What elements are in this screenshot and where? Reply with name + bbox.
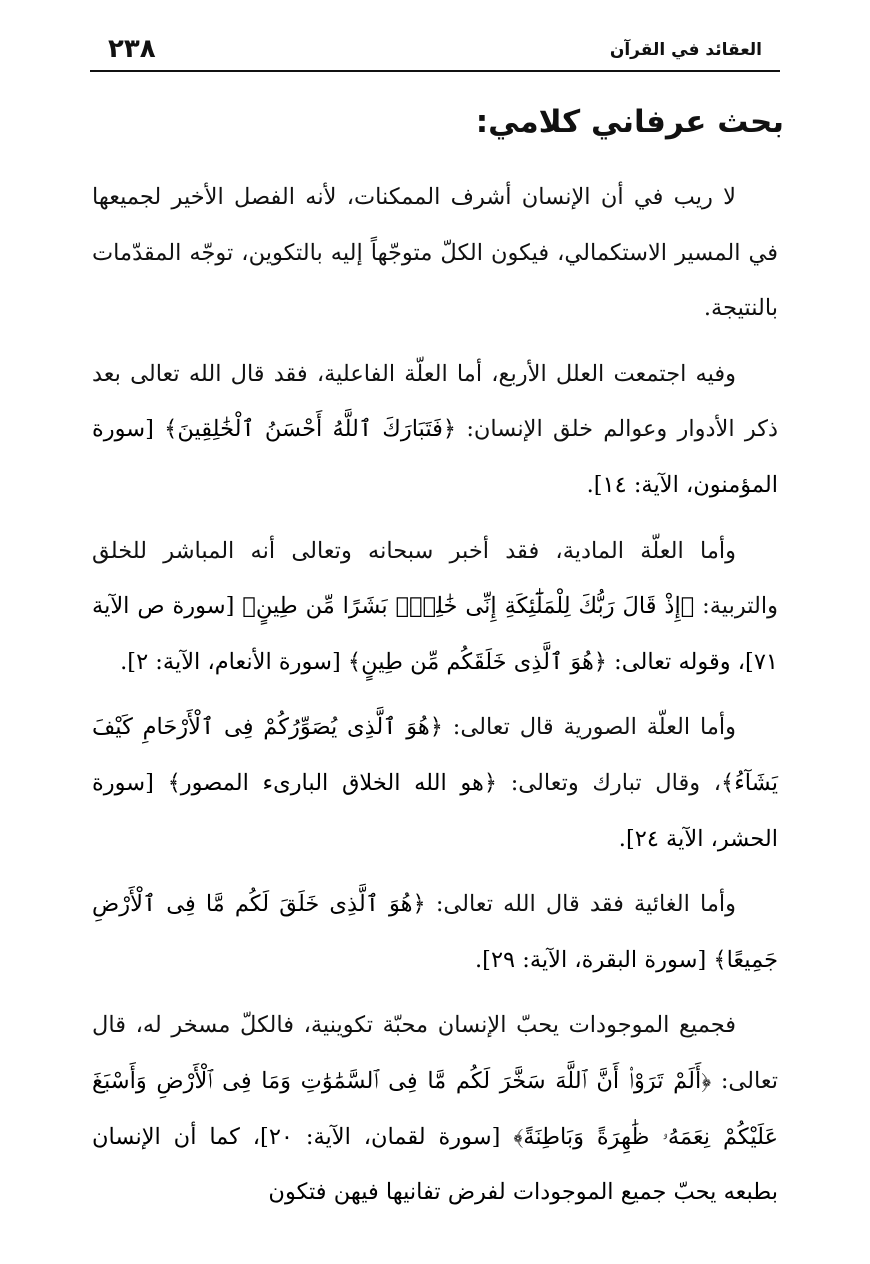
paragraph-text: ، وقال تبارك وتعالى: (510, 769, 722, 796)
paragraph-text: فجميع الموجودات يحبّ الإنسان محبّة تكوينية، فالكلّ مسخر له، قال تعالى: (92, 1012, 778, 1094)
running-title: العقائد في القرآن (609, 40, 762, 60)
quran-verse: ﴿هو الله الخلاق البارىء المصور﴾ (167, 769, 498, 796)
quran-verse: ﴿هُوَ ٱلَّذِى خَلَقَكُم مِّن طِينٍ﴾ (347, 648, 607, 675)
paragraph-6 (92, 998, 778, 1220)
paragraph-5 (92, 877, 778, 988)
quran-verse: ﴿فَتَبَارَكَ ٱللَّهُ أَحْسَنُ ٱلْخَٰلِقِينَ﴾ (164, 416, 457, 443)
paragraph-text: وفيه اجتمعت العلل الأربع، أما العلّة الفاعلية، فقد قال الله تعالى بعد ذكر الأدوار وعوالم خلق الإنسان: (92, 360, 779, 443)
paragraph-4 (92, 700, 778, 867)
quran-verse: ﴿هُوَ ٱلَّذِى يُصَوِّرُكُمْ فِى ٱلْأَرْحَامِ كَيْفَ يَشَآءُ﴾ (92, 714, 778, 796)
paragraph-2 (92, 347, 778, 514)
verse-reference: [سورة الحشر، الآية ٢٤]. (92, 769, 778, 852)
quran-verse: ﴿إِذْ قَالَ رَبُّكَ لِلْمَلَٰٓئِكَةِ إِنِّى خَٰلِقٌۢ بَشَرًا مِّن طِينٍ﴾ (242, 593, 695, 620)
paragraph-text: وأما الغائية فقد قال الله تعالى: (435, 891, 737, 918)
body-text (92, 170, 778, 1231)
verse-reference: [سورة البقرة، الآية: ٢٩]. (475, 946, 707, 973)
verse-reference: [سورة الأنعام، الآية: ٢]. (120, 648, 341, 675)
paragraph-text: وأما العلّة المادية، فقد أخبر سبحانه وتعالى أنه المباشر للخلق والتربية: (92, 537, 779, 620)
page-number: ٢٣٨ (108, 34, 156, 64)
section-heading: بحث عرفاني كلامي: (475, 104, 784, 140)
verse-reference: [سورة المؤمنون، الآية: ١٤]. (92, 416, 778, 498)
quran-verse: ﴿أَلَمْ تَرَوْا۟ أَنَّ ٱللَّهَ سَخَّرَ لَكُم مَّا فِى ٱلسَّمَٰوَٰتِ وَمَا فِى ٱلْأَرْضِ وَأَسْبَغَ عَلَيْكُمْ نِعَمَهُۥ ظَٰهِرَةً وَبَاطِنَةً﴾ (92, 1067, 779, 1150)
paragraph-1: لا ريب في أن الإنسان أشرف الممكنات، لأنه الفصل الأخير لجميعها في المسير الاستكمالي، فيكون الكلّ متوجّهاً إليه بالتكوين، توجّه المقدّمات بالنتيجة. (92, 184, 778, 322)
verse-reference: [سورة ص الآية ٧١]، وقوله تعالى: (92, 593, 778, 675)
verse-reference: [سورة لقمان، الآية: ٢٠]، كما أن الإنسان بطبعه يحبّ جميع الموجودات لفرض تفانيها فيهن فتكون (92, 1123, 778, 1206)
quran-verse: ﴿هُوَ ٱلَّذِى خَلَقَ لَكُم مَّا فِى ٱلْأَرْضِ جَمِيعًا﴾ (92, 891, 778, 973)
paragraph-text: وأما العلّة الصورية قال تعالى: (452, 714, 736, 741)
paragraph-3 (92, 524, 778, 691)
